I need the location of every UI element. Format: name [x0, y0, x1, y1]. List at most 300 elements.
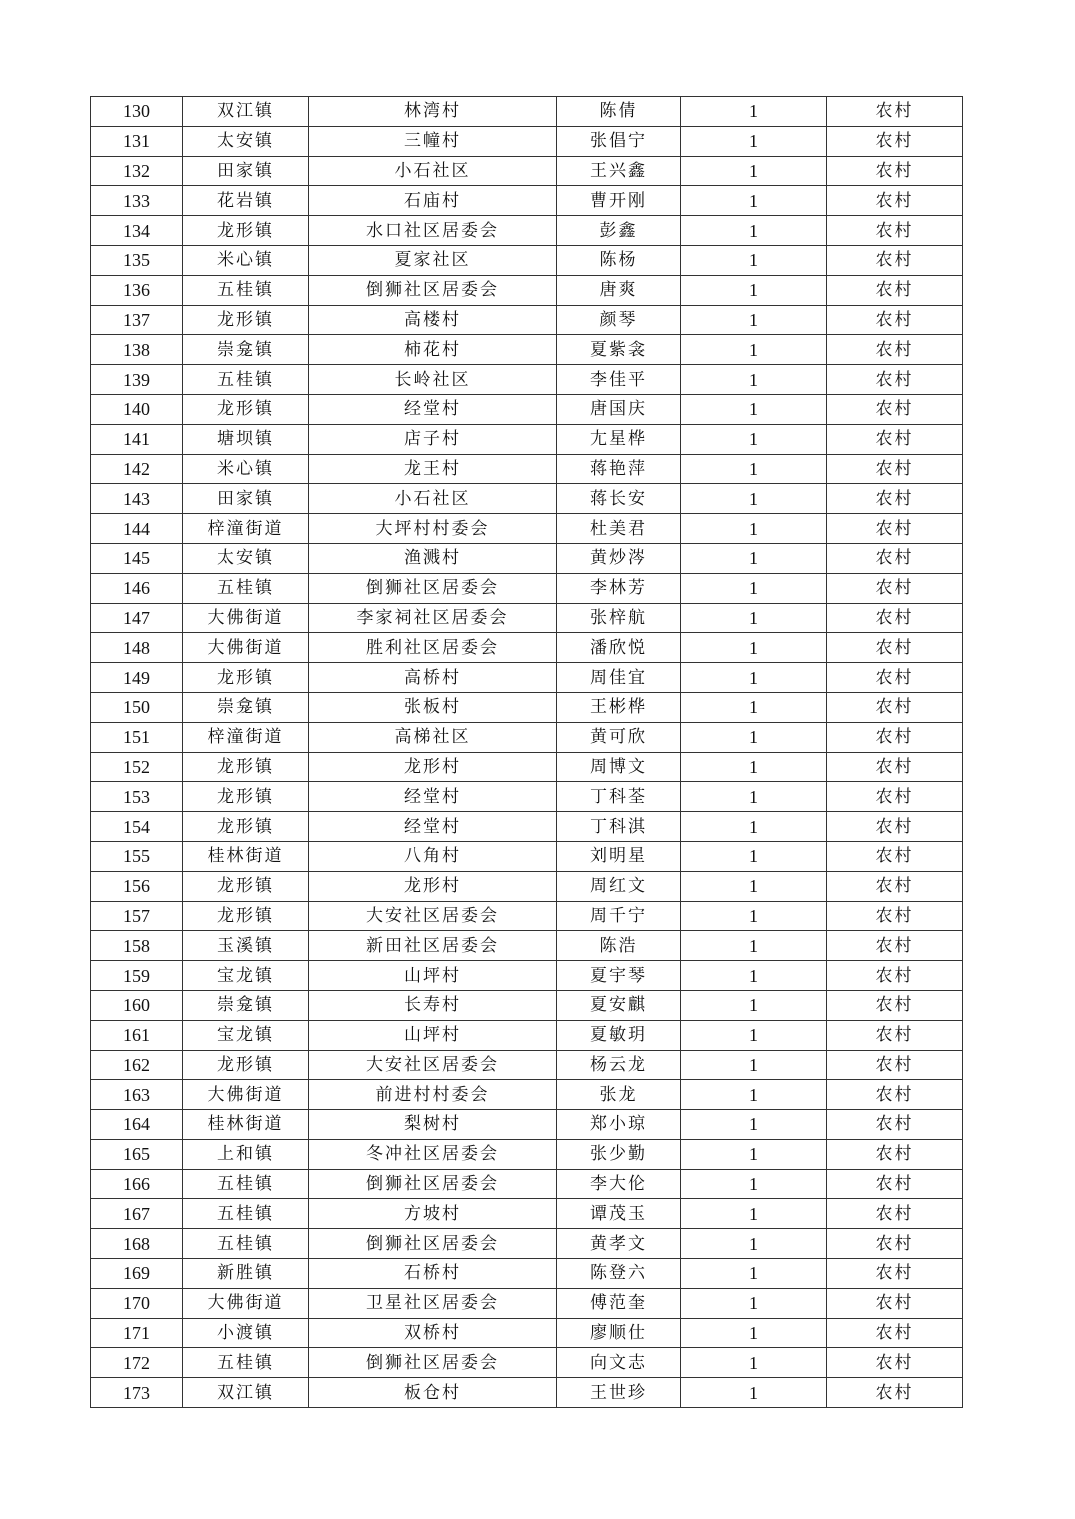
person-name-cell: 张少勤 [557, 1139, 681, 1169]
community-cell: 经堂村 [309, 812, 557, 842]
serial-number-cell: 147 [91, 603, 183, 633]
count-cell: 1 [681, 1050, 827, 1080]
household-type-cell: 农村 [827, 1318, 963, 1348]
household-type-cell: 农村 [827, 543, 963, 573]
person-name-cell: 周红文 [557, 871, 681, 901]
serial-number-cell: 159 [91, 961, 183, 991]
roster-table-body [91, 97, 963, 1408]
serial-number-cell: 132 [91, 156, 183, 186]
community-cell: 夏家社区 [309, 245, 557, 275]
serial-number-cell: 154 [91, 812, 183, 842]
table-row [91, 1139, 963, 1169]
community-cell: 龙形村 [309, 871, 557, 901]
town-cell: 桂林街道 [183, 841, 309, 871]
serial-number-cell: 169 [91, 1259, 183, 1289]
community-cell: 大安社区居委会 [309, 1050, 557, 1080]
town-cell: 崇龛镇 [183, 335, 309, 365]
household-type-cell: 农村 [827, 424, 963, 454]
serial-number-cell: 157 [91, 901, 183, 931]
serial-number-cell: 137 [91, 305, 183, 335]
table-row [91, 871, 963, 901]
person-name-cell: 蒋长安 [557, 484, 681, 514]
serial-number-cell: 142 [91, 454, 183, 484]
serial-number-cell: 166 [91, 1169, 183, 1199]
table-row [91, 1080, 963, 1110]
serial-number-cell: 158 [91, 931, 183, 961]
town-cell: 五桂镇 [183, 1229, 309, 1259]
community-cell: 板仓村 [309, 1378, 557, 1408]
community-cell: 林湾村 [309, 97, 557, 127]
household-type-cell: 农村 [827, 841, 963, 871]
town-cell: 米心镇 [183, 454, 309, 484]
community-cell: 双桥村 [309, 1318, 557, 1348]
town-cell: 花岩镇 [183, 186, 309, 216]
community-cell: 长岭社区 [309, 365, 557, 395]
count-cell: 1 [681, 841, 827, 871]
serial-number-cell: 149 [91, 663, 183, 693]
household-type-cell: 农村 [827, 633, 963, 663]
person-name-cell: 夏安麒 [557, 990, 681, 1020]
serial-number-cell: 167 [91, 1199, 183, 1229]
household-type-cell: 农村 [827, 1050, 963, 1080]
person-name-cell: 王兴鑫 [557, 156, 681, 186]
household-type-cell: 农村 [827, 484, 963, 514]
count-cell: 1 [681, 812, 827, 842]
table-row [91, 126, 963, 156]
serial-number-cell: 163 [91, 1080, 183, 1110]
person-name-cell: 刘明星 [557, 841, 681, 871]
count-cell: 1 [681, 1229, 827, 1259]
person-name-cell: 唐国庆 [557, 394, 681, 424]
household-type-cell: 农村 [827, 97, 963, 127]
town-cell: 龙形镇 [183, 663, 309, 693]
roster-table [90, 96, 963, 1408]
table-row [91, 1169, 963, 1199]
household-type-cell: 农村 [827, 1348, 963, 1378]
serial-number-cell: 131 [91, 126, 183, 156]
table-row [91, 1318, 963, 1348]
person-name-cell: 曹开刚 [557, 186, 681, 216]
community-cell: 店子村 [309, 424, 557, 454]
table-row [91, 424, 963, 454]
count-cell: 1 [681, 543, 827, 573]
table-row [91, 216, 963, 246]
household-type-cell: 农村 [827, 1080, 963, 1110]
person-name-cell: 黄可欣 [557, 722, 681, 752]
town-cell: 五桂镇 [183, 1169, 309, 1199]
town-cell: 大佛街道 [183, 633, 309, 663]
household-type-cell: 农村 [827, 573, 963, 603]
count-cell: 1 [681, 126, 827, 156]
table-row [91, 782, 963, 812]
count-cell: 1 [681, 1110, 827, 1140]
community-cell: 大坪村村委会 [309, 514, 557, 544]
table-row [91, 752, 963, 782]
serial-number-cell: 135 [91, 245, 183, 275]
person-name-cell: 颜琴 [557, 305, 681, 335]
count-cell: 1 [681, 1288, 827, 1318]
count-cell: 1 [681, 1259, 827, 1289]
count-cell: 1 [681, 275, 827, 305]
table-row [91, 514, 963, 544]
table-row [91, 156, 963, 186]
count-cell: 1 [681, 514, 827, 544]
table-row [91, 245, 963, 275]
serial-number-cell: 133 [91, 186, 183, 216]
count-cell: 1 [681, 1378, 827, 1408]
count-cell: 1 [681, 692, 827, 722]
town-cell: 五桂镇 [183, 1348, 309, 1378]
household-type-cell: 农村 [827, 1378, 963, 1408]
table-row [91, 692, 963, 722]
count-cell: 1 [681, 603, 827, 633]
community-cell: 李家祠社区居委会 [309, 603, 557, 633]
household-type-cell: 农村 [827, 1020, 963, 1050]
household-type-cell: 农村 [827, 752, 963, 782]
community-cell: 高楼村 [309, 305, 557, 335]
count-cell: 1 [681, 156, 827, 186]
count-cell: 1 [681, 1020, 827, 1050]
community-cell: 高梯社区 [309, 722, 557, 752]
community-cell: 渔溅村 [309, 543, 557, 573]
town-cell: 五桂镇 [183, 365, 309, 395]
community-cell: 龙形村 [309, 752, 557, 782]
community-cell: 梨树村 [309, 1110, 557, 1140]
table-row [91, 1259, 963, 1289]
count-cell: 1 [681, 901, 827, 931]
person-name-cell: 郑小琼 [557, 1110, 681, 1140]
household-type-cell: 农村 [827, 603, 963, 633]
count-cell: 1 [681, 990, 827, 1020]
household-type-cell: 农村 [827, 365, 963, 395]
person-name-cell: 周佳宜 [557, 663, 681, 693]
table-row [91, 275, 963, 305]
table-row [91, 961, 963, 991]
table-row [91, 931, 963, 961]
town-cell: 大佛街道 [183, 1080, 309, 1110]
town-cell: 龙形镇 [183, 216, 309, 246]
community-cell: 山坪村 [309, 961, 557, 991]
person-name-cell: 夏敏玥 [557, 1020, 681, 1050]
town-cell: 龙形镇 [183, 901, 309, 931]
person-name-cell: 尢星桦 [557, 424, 681, 454]
community-cell: 新田社区居委会 [309, 931, 557, 961]
table-row [91, 365, 963, 395]
person-name-cell: 杨云龙 [557, 1050, 681, 1080]
serial-number-cell: 168 [91, 1229, 183, 1259]
table-row [91, 1378, 963, 1408]
community-cell: 大安社区居委会 [309, 901, 557, 931]
count-cell: 1 [681, 931, 827, 961]
person-name-cell: 王彬桦 [557, 692, 681, 722]
community-cell: 张板村 [309, 692, 557, 722]
town-cell: 小渡镇 [183, 1318, 309, 1348]
table-row [91, 484, 963, 514]
household-type-cell: 农村 [827, 990, 963, 1020]
table-row [91, 1020, 963, 1050]
town-cell: 大佛街道 [183, 1288, 309, 1318]
person-name-cell: 丁科淇 [557, 812, 681, 842]
household-type-cell: 农村 [827, 722, 963, 752]
household-type-cell: 农村 [827, 1229, 963, 1259]
town-cell: 崇龛镇 [183, 990, 309, 1020]
town-cell: 大佛街道 [183, 603, 309, 633]
community-cell: 经堂村 [309, 394, 557, 424]
count-cell: 1 [681, 394, 827, 424]
person-name-cell: 陈浩 [557, 931, 681, 961]
serial-number-cell: 144 [91, 514, 183, 544]
person-name-cell: 张龙 [557, 1080, 681, 1110]
community-cell: 石桥村 [309, 1259, 557, 1289]
household-type-cell: 农村 [827, 871, 963, 901]
community-cell: 长寿村 [309, 990, 557, 1020]
town-cell: 桂林街道 [183, 1110, 309, 1140]
count-cell: 1 [681, 365, 827, 395]
person-name-cell: 陈杨 [557, 245, 681, 275]
table-row [91, 663, 963, 693]
table-row [91, 1288, 963, 1318]
household-type-cell: 农村 [827, 901, 963, 931]
person-name-cell: 张倡宁 [557, 126, 681, 156]
person-name-cell: 夏宇琴 [557, 961, 681, 991]
serial-number-cell: 141 [91, 424, 183, 454]
person-name-cell: 唐爽 [557, 275, 681, 305]
person-name-cell: 李林芳 [557, 573, 681, 603]
community-cell: 小石社区 [309, 484, 557, 514]
household-type-cell: 农村 [827, 1199, 963, 1229]
count-cell: 1 [681, 186, 827, 216]
person-name-cell: 黄炒涔 [557, 543, 681, 573]
serial-number-cell: 136 [91, 275, 183, 305]
household-type-cell: 农村 [827, 335, 963, 365]
town-cell: 双江镇 [183, 1378, 309, 1408]
table-row [91, 454, 963, 484]
town-cell: 龙形镇 [183, 394, 309, 424]
person-name-cell: 杜美君 [557, 514, 681, 544]
household-type-cell: 农村 [827, 931, 963, 961]
household-type-cell: 农村 [827, 1169, 963, 1199]
community-cell: 八角村 [309, 841, 557, 871]
person-name-cell: 黄孝文 [557, 1229, 681, 1259]
serial-number-cell: 146 [91, 573, 183, 603]
household-type-cell: 农村 [827, 216, 963, 246]
serial-number-cell: 170 [91, 1288, 183, 1318]
count-cell: 1 [681, 573, 827, 603]
town-cell: 太安镇 [183, 126, 309, 156]
count-cell: 1 [681, 1139, 827, 1169]
community-cell: 三幢村 [309, 126, 557, 156]
community-cell: 倒狮社区居委会 [309, 1169, 557, 1199]
community-cell: 石庙村 [309, 186, 557, 216]
town-cell: 龙形镇 [183, 305, 309, 335]
household-type-cell: 农村 [827, 692, 963, 722]
town-cell: 梓潼街道 [183, 722, 309, 752]
person-name-cell: 夏紫衾 [557, 335, 681, 365]
count-cell: 1 [681, 961, 827, 991]
serial-number-cell: 139 [91, 365, 183, 395]
person-name-cell: 周千宁 [557, 901, 681, 931]
town-cell: 双江镇 [183, 97, 309, 127]
household-type-cell: 农村 [827, 186, 963, 216]
household-type-cell: 农村 [827, 782, 963, 812]
table-row [91, 812, 963, 842]
household-type-cell: 农村 [827, 663, 963, 693]
table-row [91, 1348, 963, 1378]
count-cell: 1 [681, 454, 827, 484]
household-type-cell: 农村 [827, 126, 963, 156]
community-cell: 龙王村 [309, 454, 557, 484]
table-row [91, 603, 963, 633]
table-row [91, 1229, 963, 1259]
table-row [91, 543, 963, 573]
community-cell: 胜利社区居委会 [309, 633, 557, 663]
community-cell: 倒狮社区居委会 [309, 275, 557, 305]
serial-number-cell: 145 [91, 543, 183, 573]
person-name-cell: 李佳平 [557, 365, 681, 395]
table-row [91, 335, 963, 365]
table-row [91, 1050, 963, 1080]
community-cell: 高桥村 [309, 663, 557, 693]
table-row [91, 305, 963, 335]
table-row [91, 394, 963, 424]
count-cell: 1 [681, 1348, 827, 1378]
count-cell: 1 [681, 1199, 827, 1229]
serial-number-cell: 155 [91, 841, 183, 871]
town-cell: 五桂镇 [183, 573, 309, 603]
table-row [91, 573, 963, 603]
person-name-cell: 潘欣悦 [557, 633, 681, 663]
town-cell: 龙形镇 [183, 1050, 309, 1080]
serial-number-cell: 162 [91, 1050, 183, 1080]
person-name-cell: 周博文 [557, 752, 681, 782]
serial-number-cell: 171 [91, 1318, 183, 1348]
community-cell: 柿花村 [309, 335, 557, 365]
serial-number-cell: 172 [91, 1348, 183, 1378]
serial-number-cell: 134 [91, 216, 183, 246]
count-cell: 1 [681, 335, 827, 365]
community-cell: 经堂村 [309, 782, 557, 812]
serial-number-cell: 138 [91, 335, 183, 365]
serial-number-cell: 164 [91, 1110, 183, 1140]
person-name-cell: 陈登六 [557, 1259, 681, 1289]
serial-number-cell: 148 [91, 633, 183, 663]
count-cell: 1 [681, 216, 827, 246]
town-cell: 宝龙镇 [183, 1020, 309, 1050]
count-cell: 1 [681, 245, 827, 275]
count-cell: 1 [681, 1169, 827, 1199]
serial-number-cell: 156 [91, 871, 183, 901]
community-cell: 倒狮社区居委会 [309, 1348, 557, 1378]
serial-number-cell: 143 [91, 484, 183, 514]
serial-number-cell: 151 [91, 722, 183, 752]
community-cell: 前进村村委会 [309, 1080, 557, 1110]
community-cell: 方坡村 [309, 1199, 557, 1229]
town-cell: 龙形镇 [183, 752, 309, 782]
count-cell: 1 [681, 424, 827, 454]
town-cell: 上和镇 [183, 1139, 309, 1169]
household-type-cell: 农村 [827, 1110, 963, 1140]
town-cell: 龙形镇 [183, 812, 309, 842]
table-row [91, 97, 963, 127]
community-cell: 倒狮社区居委会 [309, 1229, 557, 1259]
count-cell: 1 [681, 633, 827, 663]
town-cell: 塘坝镇 [183, 424, 309, 454]
table-row [91, 633, 963, 663]
town-cell: 田家镇 [183, 156, 309, 186]
serial-number-cell: 150 [91, 692, 183, 722]
household-type-cell: 农村 [827, 394, 963, 424]
community-cell: 山坪村 [309, 1020, 557, 1050]
serial-number-cell: 130 [91, 97, 183, 127]
person-name-cell: 谭茂玉 [557, 1199, 681, 1229]
household-type-cell: 农村 [827, 275, 963, 305]
count-cell: 1 [681, 782, 827, 812]
count-cell: 1 [681, 97, 827, 127]
community-cell: 倒狮社区居委会 [309, 573, 557, 603]
serial-number-cell: 173 [91, 1378, 183, 1408]
household-type-cell: 农村 [827, 1288, 963, 1318]
person-name-cell: 王世珍 [557, 1378, 681, 1408]
community-cell: 小石社区 [309, 156, 557, 186]
household-type-cell: 农村 [827, 961, 963, 991]
community-cell: 水口社区居委会 [309, 216, 557, 246]
household-type-cell: 农村 [827, 245, 963, 275]
person-name-cell: 彭鑫 [557, 216, 681, 246]
town-cell: 太安镇 [183, 543, 309, 573]
person-name-cell: 陈倩 [557, 97, 681, 127]
table-row [91, 841, 963, 871]
town-cell: 五桂镇 [183, 1199, 309, 1229]
table-row [91, 990, 963, 1020]
household-type-cell: 农村 [827, 156, 963, 186]
town-cell: 田家镇 [183, 484, 309, 514]
town-cell: 龙形镇 [183, 782, 309, 812]
serial-number-cell: 152 [91, 752, 183, 782]
serial-number-cell: 161 [91, 1020, 183, 1050]
serial-number-cell: 153 [91, 782, 183, 812]
town-cell: 崇龛镇 [183, 692, 309, 722]
count-cell: 1 [681, 1318, 827, 1348]
serial-number-cell: 165 [91, 1139, 183, 1169]
person-name-cell: 向文志 [557, 1348, 681, 1378]
person-name-cell: 廖顺仕 [557, 1318, 681, 1348]
town-cell: 梓潼街道 [183, 514, 309, 544]
count-cell: 1 [681, 1080, 827, 1110]
community-cell: 卫星社区居委会 [309, 1288, 557, 1318]
town-cell: 龙形镇 [183, 871, 309, 901]
serial-number-cell: 160 [91, 990, 183, 1020]
person-name-cell: 傅范奎 [557, 1288, 681, 1318]
town-cell: 五桂镇 [183, 275, 309, 305]
person-name-cell: 张梓航 [557, 603, 681, 633]
table-row [91, 1199, 963, 1229]
count-cell: 1 [681, 663, 827, 693]
count-cell: 1 [681, 871, 827, 901]
person-name-cell: 蒋艳萍 [557, 454, 681, 484]
count-cell: 1 [681, 752, 827, 782]
town-cell: 宝龙镇 [183, 961, 309, 991]
table-row [91, 186, 963, 216]
person-name-cell: 李大伦 [557, 1169, 681, 1199]
count-cell: 1 [681, 305, 827, 335]
household-type-cell: 农村 [827, 454, 963, 484]
table-row [91, 1110, 963, 1140]
town-cell: 米心镇 [183, 245, 309, 275]
town-cell: 玉溪镇 [183, 931, 309, 961]
community-cell: 冬冲社区居委会 [309, 1139, 557, 1169]
household-type-cell: 农村 [827, 514, 963, 544]
household-type-cell: 农村 [827, 305, 963, 335]
